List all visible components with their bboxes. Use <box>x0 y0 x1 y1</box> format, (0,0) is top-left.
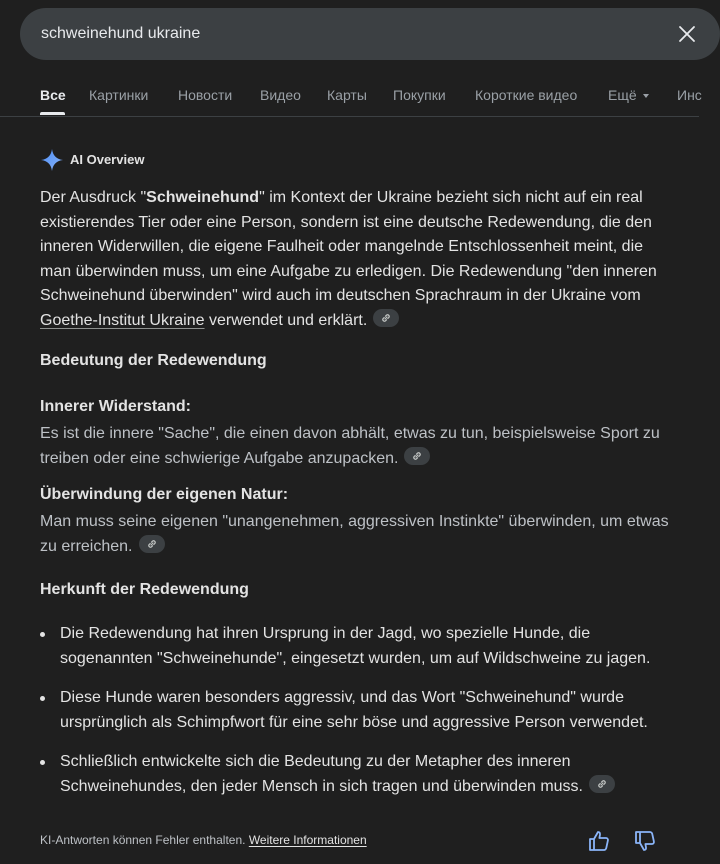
search-input[interactable]: schweinehund ukraine <box>41 25 201 42</box>
tab-news[interactable]: Новости <box>178 87 233 103</box>
bullet-text: Diese Hunde waren besonders aggressiv, und das Wort "Schweinehund" wurde ursprünglich als Schimpfwort für eine sehr böse und aggressive Person verwendet. <box>60 689 648 731</box>
section-heading-origin: Herkunft der Redewendung <box>40 581 249 598</box>
source-link-chip[interactable] <box>139 535 165 553</box>
tab-all[interactable]: Все <box>40 87 66 103</box>
intro-text-1: Der Ausdruck " <box>40 189 147 206</box>
bullet-text: Schließlich entwickelte sich die Bedeutung zu der Metapher des inneren Schweinehundes, den jeder Mensch in sich tragen und überwinden muss. <box>60 753 583 795</box>
subheading-inner-resistance: Innerer Widerstand: <box>40 398 191 415</box>
caret-down-icon <box>643 94 649 98</box>
link-icon <box>380 312 392 324</box>
thumbs-down-icon[interactable] <box>633 829 657 853</box>
ai-disclaimer <box>40 833 367 847</box>
source-link-chip[interactable] <box>373 309 399 327</box>
search-tabs <box>0 76 702 117</box>
tab-videos[interactable]: Видео <box>260 87 301 103</box>
tab-tools[interactable]: Инс <box>677 87 702 103</box>
gemini-sparkle-icon <box>40 148 64 172</box>
overcoming-nature-text <box>40 510 670 559</box>
tab-more-label: Ещё <box>608 87 637 103</box>
more-info-link[interactable]: Weitere Informationen <box>248 833 367 847</box>
intro-term: Schweinehund <box>146 189 260 206</box>
source-link-chip[interactable] <box>589 775 615 793</box>
list-item <box>40 686 680 735</box>
tab-images[interactable]: Картинки <box>89 87 149 103</box>
ai-overview-title: AI Overview <box>70 152 145 167</box>
search-bar[interactable] <box>20 8 720 60</box>
list-item <box>40 750 680 799</box>
disclaimer-text: KI-Antworten können Fehler enthalten. <box>40 833 246 847</box>
overcoming-nature-description: Man muss seine eigenen "unangenehmen, aggressiven Instinkte" überwinden, um etwas zu erreichen. <box>40 513 669 555</box>
tab-more[interactable] <box>608 87 649 103</box>
inner-resistance-description: Es ist die innere "Sache", die einen davon abhält, etwas zu tun, beispielsweise Sport zu treiben oder eine schwierige Aufgabe anzupacken. <box>40 425 660 467</box>
goethe-institut-link[interactable]: Goethe-Institut Ukraine <box>40 311 205 329</box>
link-icon <box>146 538 158 550</box>
active-tab-indicator <box>40 112 65 115</box>
tab-shopping[interactable]: Покупки <box>393 87 446 103</box>
intro-text-3: verwendet und erklärt. <box>204 311 368 329</box>
tab-maps[interactable]: Карты <box>327 87 367 103</box>
section-heading-meaning: Bedeutung der Redewendung <box>40 352 267 369</box>
list-item <box>40 622 680 671</box>
intro-text-2: " im Kontext der Ukraine bezieht sich nicht auf ein real existierendes Tier oder eine Person, sondern ist eine deutsche Redewendung, die den inneren Widerwillen, die eigene Faulheit oder mangelnde Entschlossenheit meint, die man überwinden muss, um eine Aufgabe zu erledigen. Die Redewendung "den inneren Schweinehund überwinden" wird auch im deutschen Sprachraum in der Ukraine vom <box>40 189 657 304</box>
origin-bullet-list <box>40 622 680 814</box>
subheading-overcoming-nature: Überwindung der eigenen Natur: <box>40 486 289 503</box>
source-link-chip[interactable] <box>404 447 430 465</box>
close-icon[interactable] <box>678 25 696 43</box>
tab-short-videos[interactable]: Короткие видео <box>475 87 578 103</box>
link-icon <box>596 778 608 790</box>
inner-resistance-text <box>40 422 670 471</box>
link-icon <box>411 450 423 462</box>
thumbs-up-icon[interactable] <box>587 829 611 853</box>
ai-overview-intro <box>40 186 670 333</box>
bullet-text: Die Redewendung hat ihren Ursprung in der Jagd, wo spezielle Hunde, die sogenannten "Schweinehunde", eingesetzt wurden, um auf Wildschweine zu jagen. <box>60 625 651 667</box>
